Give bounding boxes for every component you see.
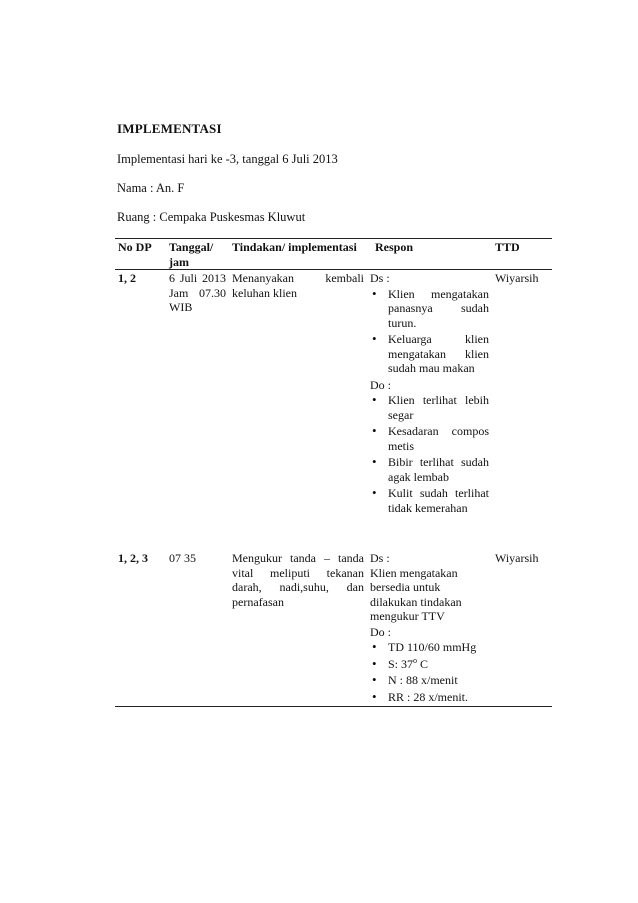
ds-label: Ds : [370, 551, 390, 565]
table-row [115, 270, 552, 544]
row-tanggal: 07 35 [166, 543, 229, 707]
header-no-dp: No DP [115, 239, 166, 270]
do-item: • Kesadaran compos metis [370, 424, 489, 453]
do-item: • S: 37$^o$ C [370, 657, 489, 672]
row-ttd-signature: Wiyarsih [492, 543, 552, 707]
row-respon [367, 543, 492, 707]
do-item: • RR : 28 x/menit. [370, 690, 489, 705]
header-ttd: TTD [492, 239, 552, 270]
ds-text: Klien mengatakan bersedia untuk dilakukan tindakan mengukur TTV [370, 565, 462, 623]
row-respon [367, 270, 492, 544]
row-tanggal: 6 Juli 2013 Jam 07.30 WIB [169, 271, 226, 314]
ds-label: Ds : [370, 271, 390, 285]
do-label: Do : [370, 624, 391, 639]
table-row [115, 543, 552, 707]
table-header-row [115, 239, 552, 270]
do-label: Do : [370, 377, 391, 392]
do-item: • Kulit sudah terlihat tidak kemerahan [370, 486, 489, 515]
ds-item: • Keluarga klien mengatakan klien sudah mau makan [370, 332, 489, 376]
room-line: Ruang : Cempaka Puskesmas Kluwut [117, 210, 306, 224]
row-ttd-signature: Wiyarsih [495, 271, 539, 285]
row-tindakan: Menanyakan kembali keluhan klien [232, 271, 364, 300]
row-tindakan: Mengukur tanda – tanda vital meliputi tekanan darah, nadi,suhu, dan pernafasan [229, 543, 367, 707]
header-respon: Respon [367, 239, 492, 270]
do-item: • N : 88 x/menit [370, 673, 489, 688]
do-item: • TD 110/60 mmHg [370, 640, 489, 655]
implementation-day-line: Implementasi hari ke -3, tanggal 6 Juli 2013 [117, 152, 338, 166]
implementation-table [115, 238, 552, 707]
header-tanggal: Tanggal/ jam [166, 239, 229, 270]
do-item: • Klien terlihat lebih segar [370, 393, 489, 422]
ds-item: • Klien mengatakan panasnya sudah turun. [370, 287, 489, 331]
patient-name-line: Nama : An. F [117, 181, 185, 195]
header-tindakan: Tindakan/ implementasi [229, 239, 367, 270]
document-heading: IMPLEMENTASI [117, 121, 222, 136]
row-no-dp: 1, 2, 3 [115, 543, 166, 707]
do-item: • Bibir terlihat sudah agak lembab [370, 455, 489, 484]
row-no-dp: 1, 2 [118, 271, 136, 285]
